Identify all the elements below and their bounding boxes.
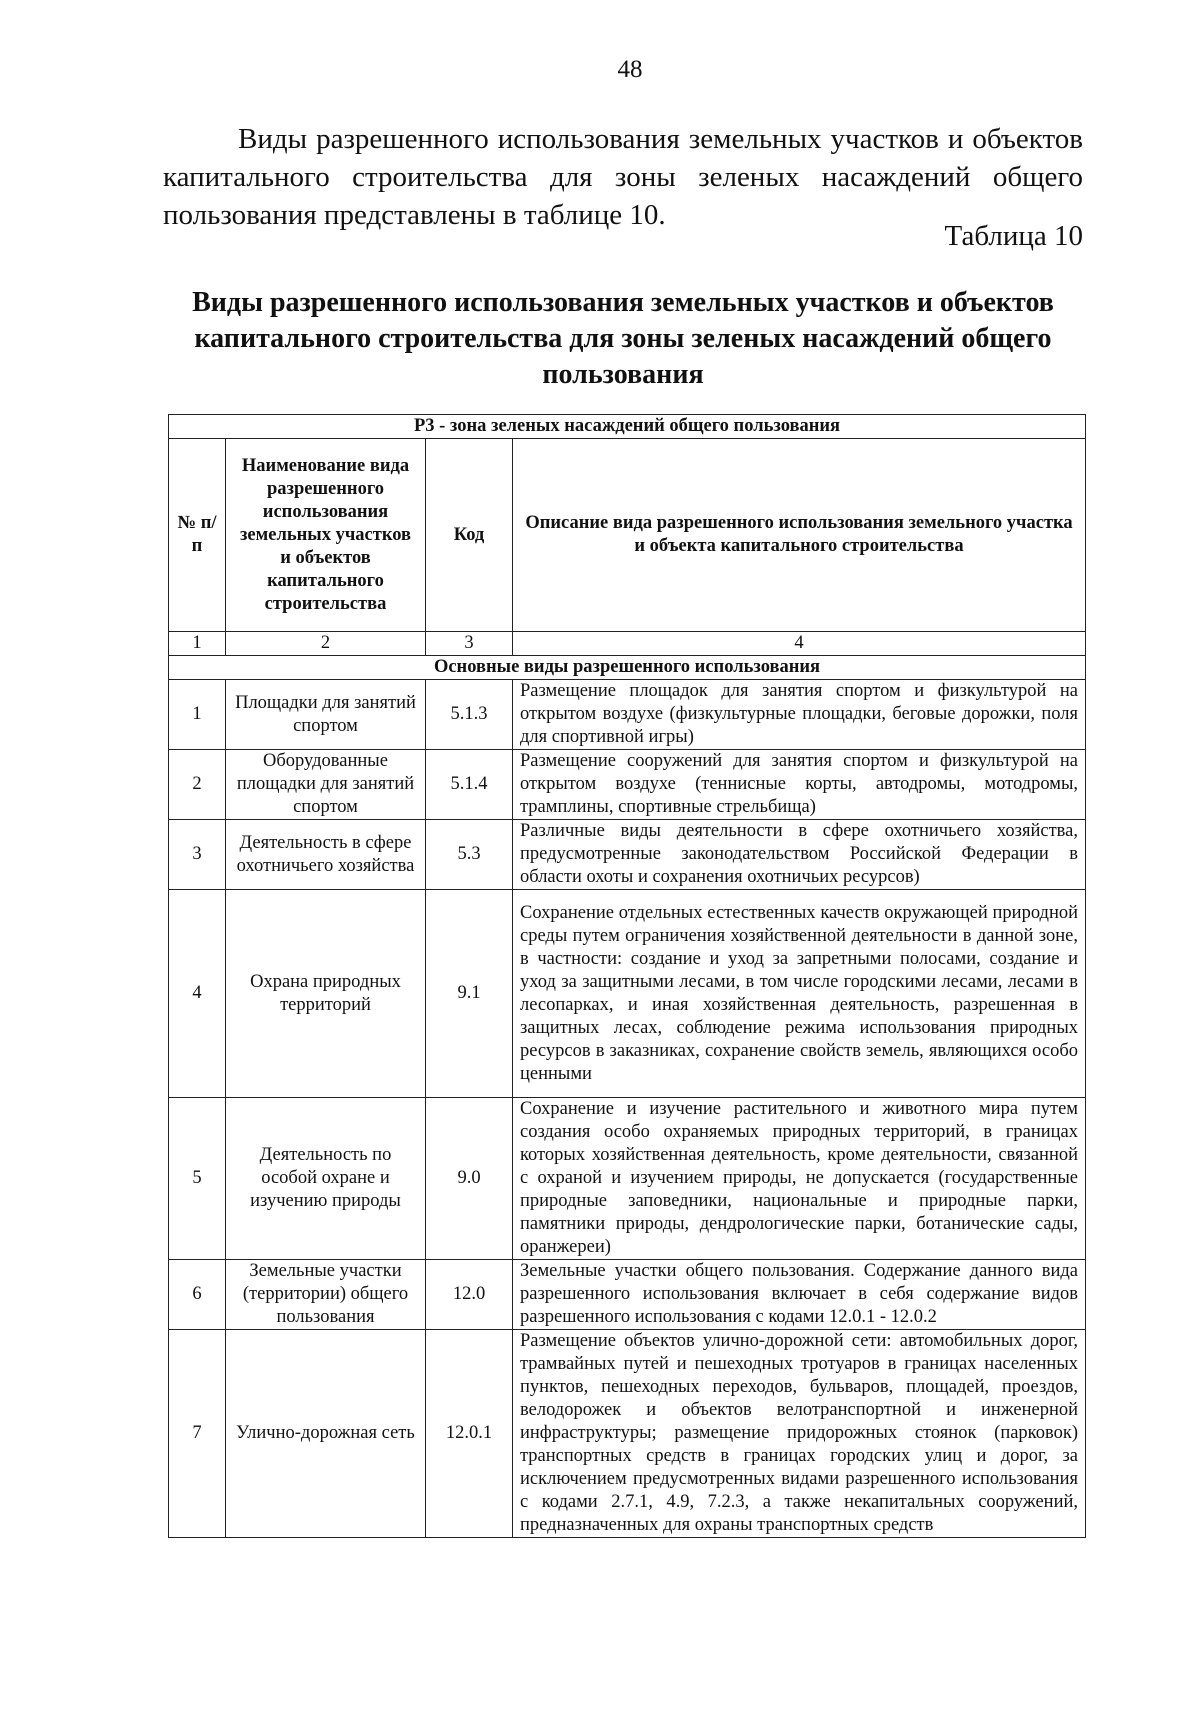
table-row [169, 680, 1086, 750]
column-header-code: Код [426, 439, 513, 632]
land-use-table [168, 414, 1086, 1538]
table-row [169, 890, 1086, 1098]
row-description: Сохранение отдельных естественных качеств окружающей природной среды путем ограничения хозяйственной деятельности в данной зоне, в частности: создание и уход за запретными полосами, создание и уход за защитными лесами, в том числе городскими лесами, лесами в лесопарках, и иная хозяйственная деятельность, разрешенная в защитных лесах, соблюдение режима использования природных ресурсов в заказниках, сохранение свойств земель, являющихся особо ценными [513, 890, 1086, 1098]
row-code: 9.1 [426, 890, 513, 1098]
row-name: Оборудованные площадки для занятий спортом [226, 750, 426, 820]
table-row [169, 820, 1086, 890]
table-row [169, 1260, 1086, 1330]
table-row [169, 1098, 1086, 1260]
row-number: 2 [169, 750, 226, 820]
row-number: 1 [169, 680, 226, 750]
row-name: Деятельность по особой охране и изучению природы [226, 1098, 426, 1260]
row-number: 3 [169, 820, 226, 890]
zone-header-row [169, 415, 1086, 439]
row-code: 12.0.1 [426, 1330, 513, 1538]
intro-paragraph: Виды разрешенного использования земельных участков и объектов капитального строительства для зоны зеленых насаждений общего пользования представлены в таблице 10. [163, 123, 1083, 231]
section-header: Основные виды разрешенного использования [169, 656, 1086, 680]
row-name: Земельные участки (территории) общего пользования [226, 1260, 426, 1330]
row-description: Размещение площадок для занятия спортом и физкультурой на открытом воздухе (физкультурные площадки, беговые дорожки, поля для спортивной игры) [513, 680, 1086, 750]
row-number: 7 [169, 1330, 226, 1538]
row-code: 5.1.3 [426, 680, 513, 750]
row-code: 12.0 [426, 1260, 513, 1330]
zone-header: Р3 - зона зеленых насаждений общего пользования [169, 415, 1086, 439]
row-code: 9.0 [426, 1098, 513, 1260]
section-row [169, 656, 1086, 680]
row-number: 5 [169, 1098, 226, 1260]
row-description: Различные виды деятельности в сфере охотничьего хозяйства, предусмотренные законодательством Российской Федерации в области охоты и сохранения охотничьих ресурсов) [513, 820, 1086, 890]
column-number: 3 [426, 632, 513, 656]
column-number: 1 [169, 632, 226, 656]
row-number: 4 [169, 890, 226, 1098]
column-number: 4 [513, 632, 1086, 656]
table-label: Таблица 10 [944, 220, 1083, 252]
row-code: 5.3 [426, 820, 513, 890]
row-description: Размещение сооружений для занятия спортом и физкультурой на открытом воздухе (теннисные корты, автодромы, мотодромы, трамплины, спортивные стрельбища) [513, 750, 1086, 820]
column-header-num: № п/п [169, 439, 226, 632]
row-name: Деятельность в сфере охотничьего хозяйства [226, 820, 426, 890]
row-code: 5.1.4 [426, 750, 513, 820]
table-row [169, 750, 1086, 820]
row-name: Охрана природных территорий [226, 890, 426, 1098]
table-row [169, 1330, 1086, 1538]
row-name: Площадки для занятий спортом [226, 680, 426, 750]
column-header-name: Наименование вида разрешенного использования земельных участков и объектов капитального строительства [226, 439, 426, 632]
row-number: 6 [169, 1260, 226, 1330]
row-name: Улично-дорожная сеть [226, 1330, 426, 1538]
table-title: Виды разрешенного использования земельных участков и объектов капитального строительства для зоны зеленых насаждений общего пользования [192, 287, 1054, 390]
column-header-row [169, 439, 1086, 632]
column-header-desc: Описание вида разрешенного использования земельного участка и объекта капитального строительства [513, 439, 1086, 632]
row-description: Земельные участки общего пользования. Содержание данного вида разрешенного использования включает в себя содержание видов разрешенного использования с кодами 12.0.1 - 12.0.2 [513, 1260, 1086, 1330]
row-description: Размещение объектов улично-дорожной сети: автомобильных дорог, трамвайных путей и пешеходных тротуаров в границах населенных пунктов, пешеходных переходов, бульваров, площадей, проездов, велодорожек и объектов велотранспортной и инженерной инфраструктуры; размещение придорожных стоянок (парковок) транспортных средств в границах городских улиц и дорог, за исключением предусмотренных видами разрешенного использования с кодами 2.7.1, 4.9, 7.2.3, а также некапитальных сооружений, предназначенных для охраны транспортных средств [513, 1330, 1086, 1538]
row-description: Сохранение и изучение растительного и животного мира путем создания особо охраняемых природных территорий, в границах которых хозяйственная деятельность, кроме деятельности, связанной с охраной и изучением природы, не допускается (государственные природные заповедники, национальные и природные парки, памятники природы, дендрологические парки, ботанические сады, оранжереи) [513, 1098, 1086, 1260]
column-number-row [169, 632, 1086, 656]
column-number: 2 [226, 632, 426, 656]
page-number: 48 [617, 56, 643, 83]
